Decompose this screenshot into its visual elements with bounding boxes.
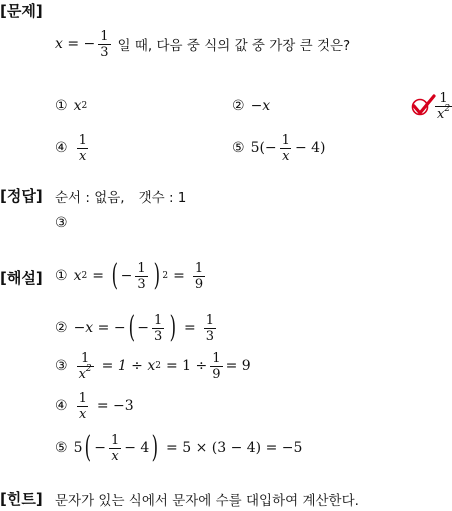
choice-3[interactable]: $\frac{1}{x^2}$: [437, 90, 451, 122]
choice-5[interactable]: ⑤ 5(− $\frac{1}{x}$ − 4): [232, 132, 326, 164]
hint-label: [힌트]: [0, 490, 43, 508]
solution-step-3: ③ $\frac{1}{x^2}$ = 1 ÷ x 2 = 1 ÷ $\frac{1}{9}$ = 9: [55, 350, 251, 382]
choice-4[interactable]: ④ $\frac{1}{x}$: [55, 132, 87, 164]
solution-step-1: ① x 2 = ( − $\frac{1}{3}$ ) 2 = $\frac{1}{9}$: [55, 258, 204, 293]
solution-step-4: ④ $\frac{1}{x}$ = −3: [55, 390, 134, 422]
question-line: [55, 26, 350, 62]
answer-info: [55, 187, 186, 205]
answer-label: [정답]: [0, 187, 43, 205]
answer-count: 갯수 : 1: [138, 190, 187, 206]
question-fraction: $\frac{1}{3}$: [100, 28, 109, 60]
problem-label: [문제]: [0, 2, 43, 20]
answer-value: ③: [55, 215, 68, 231]
explanation-label: [해설]: [0, 269, 43, 287]
choice-1[interactable]: ① x 2: [55, 98, 88, 114]
solution-step-5: ⑤ 5 ( − $\frac{1}{x}$ − 4 ) = 5 × (3 − 4) = −5: [55, 430, 303, 465]
choice-2[interactable]: ② −x: [232, 98, 271, 114]
solution-step-2: ② −x = − ( − $\frac{1}{3}$ ) = $\frac{1}{3}$: [55, 310, 215, 345]
answer-order: 순서 : 없음,: [55, 190, 125, 206]
question-lhs: x = −: [55, 36, 96, 52]
question-text: 일 때, 다음 중 식의 값 중 가장 큰 것은?: [117, 38, 351, 54]
hint-text: 문자가 있는 식에서 문자에 수를 대입하여 계산한다.: [55, 493, 359, 509]
